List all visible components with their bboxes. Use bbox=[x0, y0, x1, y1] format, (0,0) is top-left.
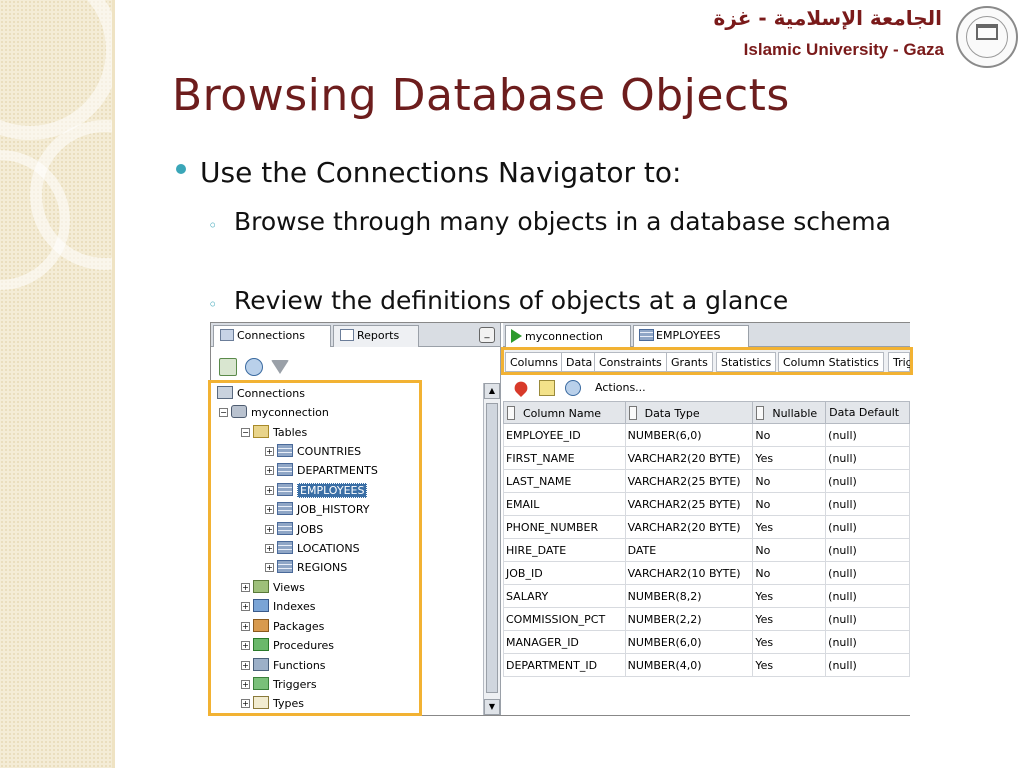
node-label: Functions bbox=[273, 659, 326, 672]
node-label: DEPARTMENTS bbox=[297, 464, 378, 477]
cell: NUMBER(2,2) bbox=[625, 608, 753, 631]
cell: NUMBER(4,0) bbox=[625, 654, 753, 677]
run-icon bbox=[511, 329, 522, 343]
cell: EMPLOYEE_ID bbox=[504, 424, 626, 447]
cell: (null) bbox=[826, 424, 910, 447]
node-label: myconnection bbox=[251, 406, 329, 419]
collapse-icon[interactable]: − bbox=[220, 408, 227, 417]
table-header-row bbox=[504, 402, 910, 424]
scroll-thumb[interactable] bbox=[486, 403, 498, 693]
minimize-button[interactable]: _ bbox=[479, 327, 495, 343]
expand-icon[interactable]: + bbox=[242, 680, 249, 689]
cell: NUMBER(8,2) bbox=[625, 585, 753, 608]
table-row[interactable] bbox=[504, 608, 910, 631]
table-row[interactable] bbox=[504, 539, 910, 562]
node-label: Views bbox=[273, 581, 305, 594]
header-label: Data Default bbox=[829, 406, 900, 419]
expand-icon[interactable]: + bbox=[266, 563, 273, 572]
expand-icon[interactable]: + bbox=[242, 622, 249, 631]
collapse-icon[interactable]: − bbox=[242, 428, 249, 437]
cell: MANAGER_ID bbox=[504, 631, 626, 654]
cell: No bbox=[753, 493, 826, 516]
university-logo bbox=[956, 6, 1018, 68]
cell: COMMISSION_PCT bbox=[504, 608, 626, 631]
cell: VARCHAR2(25 BYTE) bbox=[625, 470, 753, 493]
main-bullet bbox=[176, 156, 681, 189]
cell: (null) bbox=[826, 654, 910, 677]
cell: (null) bbox=[826, 562, 910, 585]
cell: DATE bbox=[625, 539, 753, 562]
tab-label: myconnection bbox=[525, 330, 603, 343]
table-icon bbox=[639, 329, 654, 341]
tab-reports[interactable] bbox=[333, 325, 419, 347]
sub-bullet-text: Review the definitions of objects at a glance bbox=[234, 286, 789, 315]
subtab-constraints[interactable]: Constraints bbox=[594, 352, 667, 372]
subtab-column-statistics[interactable]: Column Statistics bbox=[778, 352, 884, 372]
scroll-up-icon[interactable]: ▲ bbox=[484, 383, 500, 399]
expand-icon[interactable]: + bbox=[266, 525, 273, 534]
tab-label: EMPLOYEES bbox=[656, 329, 721, 342]
cell: (null) bbox=[826, 493, 910, 516]
cell: (null) bbox=[826, 539, 910, 562]
cell: EMAIL bbox=[504, 493, 626, 516]
cell: Yes bbox=[753, 654, 826, 677]
cell: No bbox=[753, 562, 826, 585]
sql-developer-screenshot bbox=[210, 322, 913, 716]
table-row[interactable] bbox=[504, 562, 910, 585]
expand-icon[interactable]: + bbox=[266, 447, 273, 456]
cell: (null) bbox=[826, 631, 910, 654]
cell: NUMBER(6,0) bbox=[625, 631, 753, 654]
cell: Yes bbox=[753, 608, 826, 631]
cell: (null) bbox=[826, 516, 910, 539]
node-label: Indexes bbox=[273, 600, 316, 613]
expand-icon[interactable]: + bbox=[266, 544, 273, 553]
expand-icon[interactable]: + bbox=[266, 466, 273, 475]
expand-icon[interactable]: + bbox=[242, 699, 249, 708]
expand-icon[interactable]: + bbox=[242, 602, 249, 611]
table-row[interactable] bbox=[504, 447, 910, 470]
columns-table bbox=[503, 401, 910, 677]
subtab-columns[interactable]: Columns bbox=[505, 352, 563, 372]
cell: Yes bbox=[753, 585, 826, 608]
sub-bullet-1 bbox=[208, 205, 908, 239]
expand-icon[interactable]: + bbox=[242, 641, 249, 650]
strip-edge bbox=[112, 0, 115, 768]
node-label: REGIONS bbox=[297, 561, 348, 574]
sort-icon bbox=[629, 406, 637, 420]
cell: No bbox=[753, 470, 826, 493]
cell: (null) bbox=[826, 470, 910, 493]
cell: JOB_ID bbox=[504, 562, 626, 585]
navigator-toolbar bbox=[211, 349, 500, 383]
scroll-down-icon[interactable]: ▼ bbox=[484, 699, 500, 715]
sort-icon bbox=[507, 406, 515, 420]
reports-icon bbox=[340, 329, 354, 341]
actions-toolbar bbox=[503, 375, 910, 401]
expand-icon[interactable]: + bbox=[266, 486, 273, 495]
cell: VARCHAR2(20 BYTE) bbox=[625, 447, 753, 470]
editor-tab-row bbox=[503, 323, 910, 347]
table-row[interactable] bbox=[504, 654, 910, 677]
tab-label: Reports bbox=[357, 329, 400, 342]
subtab-data[interactable]: Data bbox=[561, 352, 597, 372]
actions-menu[interactable]: Actions... bbox=[595, 381, 646, 394]
cell: VARCHAR2(20 BYTE) bbox=[625, 516, 753, 539]
navigator-tab-row bbox=[211, 323, 500, 347]
highlight-box-subtabs bbox=[501, 347, 913, 375]
university-name-arabic: الجامعة الإسلامية - غزة bbox=[713, 6, 942, 30]
column-header[interactable] bbox=[753, 402, 826, 424]
sub-bullet-2 bbox=[208, 284, 908, 318]
cell: DEPARTMENT_ID bbox=[504, 654, 626, 677]
node-label: Procedures bbox=[273, 639, 334, 652]
refresh-icon[interactable] bbox=[245, 358, 263, 376]
header-label: Column Name bbox=[523, 406, 602, 420]
subtab-statistics[interactable]: Statistics bbox=[716, 352, 776, 372]
connections-icon bbox=[220, 329, 234, 341]
cell: HIRE_DATE bbox=[504, 539, 626, 562]
node-label: JOBS bbox=[297, 523, 324, 536]
bullet-dot-icon bbox=[176, 164, 186, 174]
column-header[interactable] bbox=[826, 402, 910, 424]
node-label: Packages bbox=[273, 620, 325, 633]
table-row[interactable] bbox=[504, 585, 910, 608]
pin-icon[interactable] bbox=[512, 379, 530, 397]
cell: NUMBER(6,0) bbox=[625, 424, 753, 447]
expand-icon[interactable]: + bbox=[242, 583, 249, 592]
filter-icon[interactable] bbox=[271, 360, 289, 374]
subtab-triggers[interactable]: Trig bbox=[888, 352, 910, 372]
logo-book-icon bbox=[976, 24, 998, 40]
table-row[interactable] bbox=[504, 424, 910, 447]
expand-icon[interactable]: + bbox=[266, 505, 273, 514]
node-label: Connections bbox=[237, 387, 305, 400]
cell: (null) bbox=[826, 447, 910, 470]
table-row[interactable] bbox=[504, 631, 910, 654]
sub-bullet-text: Browse through many objects in a database schema bbox=[234, 207, 891, 236]
cell: PHONE_NUMBER bbox=[504, 516, 626, 539]
cell: Yes bbox=[753, 447, 826, 470]
table-row[interactable] bbox=[504, 493, 910, 516]
edit-icon[interactable] bbox=[539, 380, 555, 396]
header-label: Nullable bbox=[772, 406, 818, 420]
cell: FIRST_NAME bbox=[504, 447, 626, 470]
sub-bullet-circle-icon: ◦ bbox=[208, 216, 218, 235]
cell: Yes bbox=[753, 516, 826, 539]
tab-label: Connections bbox=[237, 329, 305, 342]
tab-connections[interactable] bbox=[213, 325, 331, 347]
cell: (null) bbox=[826, 608, 910, 631]
cell: VARCHAR2(10 BYTE) bbox=[625, 562, 753, 585]
add-connection-icon[interactable] bbox=[219, 358, 237, 376]
column-header[interactable] bbox=[504, 402, 626, 424]
tree-scrollbar[interactable] bbox=[483, 383, 500, 715]
decorative-strip bbox=[0, 0, 112, 768]
cell: SALARY bbox=[504, 585, 626, 608]
node-label: Tables bbox=[273, 426, 308, 439]
node-label: COUNTRIES bbox=[297, 445, 362, 458]
slide-title: Browsing Database Objects bbox=[172, 70, 790, 121]
cell: (null) bbox=[826, 585, 910, 608]
sort-icon bbox=[756, 406, 764, 420]
subtab-grants[interactable]: Grants bbox=[666, 352, 713, 372]
tab-employees[interactable] bbox=[633, 325, 749, 347]
tab-myconnection[interactable] bbox=[505, 325, 631, 347]
cell: No bbox=[753, 424, 826, 447]
highlight-box-tree bbox=[208, 380, 422, 716]
cell: Yes bbox=[753, 631, 826, 654]
node-label: Types bbox=[273, 697, 304, 710]
refresh-icon[interactable] bbox=[565, 380, 581, 396]
university-name-english: Islamic University - Gaza bbox=[743, 40, 944, 59]
expand-icon[interactable]: + bbox=[242, 661, 249, 670]
sub-bullet-circle-icon: ◦ bbox=[208, 295, 218, 314]
decor-ring bbox=[0, 0, 120, 140]
header-label: Data Type bbox=[644, 406, 700, 420]
column-header[interactable] bbox=[625, 402, 753, 424]
node-label: LOCATIONS bbox=[297, 542, 360, 555]
node-label: JOB_HISTORY bbox=[297, 503, 370, 516]
node-label: EMPLOYEES bbox=[297, 483, 367, 498]
table-row[interactable] bbox=[504, 470, 910, 493]
node-label: Triggers bbox=[273, 678, 317, 691]
object-viewer bbox=[503, 323, 913, 715]
cell: No bbox=[753, 539, 826, 562]
cell: LAST_NAME bbox=[504, 470, 626, 493]
cell: VARCHAR2(25 BYTE) bbox=[625, 493, 753, 516]
main-bullet-text: Use the Connections Navigator to: bbox=[200, 156, 682, 189]
table-row[interactable] bbox=[504, 516, 910, 539]
